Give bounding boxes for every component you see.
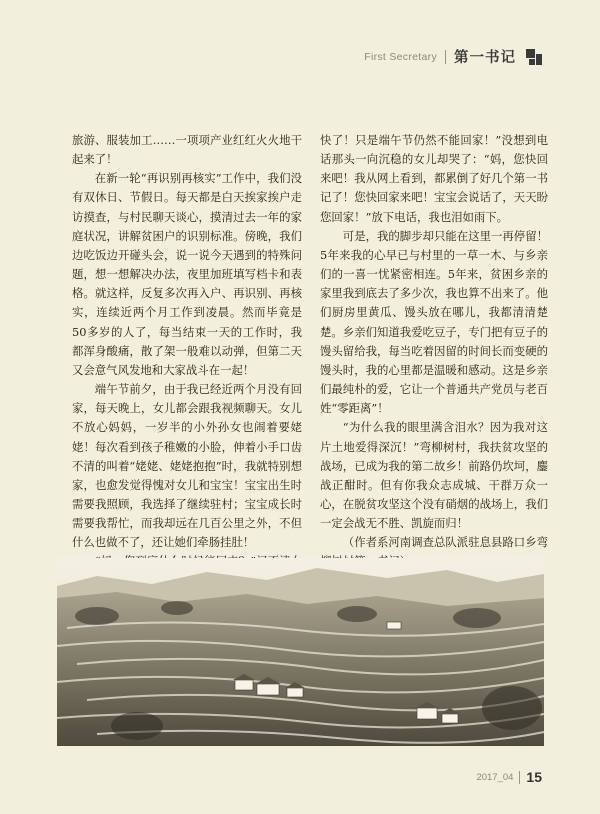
author-note: （作者系河南调查总队派驻息县路口乡弯: [342, 535, 548, 550]
footer-divider: [519, 771, 520, 784]
paragraph: “为什么我的眼里满含泪水？因为我对这片土地爱得深沉！”弯柳树村，我扶贫攻坚的战场，已成为我的第二故乡！前路仍坎坷，鏖战正酣时。但有你我众志成城、干群万众一心，在脱贫攻坚这个没有硝烟的战场上，我们一定会战无不胜、凯旋而归！: [320, 420, 548, 531]
section-title-en: First Secretary: [364, 50, 437, 63]
paragraph: 在新一轮“再识别再核实”工作中，我们没有双休日、节假日。每天都是白天挨家挨户走访摸查，与村民聊天谈心，摸清过去一年的家庭状况，讲解贫困户的识别标准。傍晚，我们边吃饭边开碰头会，说一说今天遇到的特殊问题，想一想解决办法，夜里加班填写档卡和表格。就这样，反复多次再入户、再识别、再核实，连续近两个月工作到凌晨。然而毕竟是50多岁的人了，每当结束一天的工作时，我都浑身酸痛，散了架一般难以动弹，但第二天又会意气风发地和大家战斗在一起！: [72, 171, 302, 377]
village-landscape-photo: [57, 558, 544, 746]
right-text-column: [320, 131, 548, 572]
issue-number: 2017_04: [476, 771, 514, 783]
page-number: 15: [526, 769, 542, 785]
section-title-cn: 第一书记: [454, 50, 516, 66]
paragraph: 快了！只是端午节仍然不能回家！”没想到电话那头一向沉稳的女儿却哭了：“妈，您快回来吧！我从网上看到，都累倒了好几个第一书记了！您快回家来吧！宝宝会说话了，天天盼您回家！”放下电话，我也泪如雨下。: [320, 133, 548, 224]
running-header: [364, 46, 542, 67]
page-footer: [476, 769, 542, 785]
paragraph: 端午节前夕，由于我已经近两个月没有回家，每天晚上，女儿都会跟我视频聊天。女儿不放心妈妈，一岁半的小外孙女也闹着要姥姥！每次看到孩子稚嫩的小脸，伸着小手口齿不清的叫着“姥姥、姥姥抱抱”时，我就特别想家，也愈发觉得愧对女儿和宝宝！宝宝出生时需要我照顾，我选择了继续驻村；宝宝成长时需要我帮忙，而我却远在几百公里之外，不但什么也做不了，还让她们牵肠挂肚！: [72, 382, 302, 550]
column-logo-icon: [526, 49, 542, 65]
left-text-column: [72, 131, 302, 610]
paragraph: 可是，我的脚步却只能在这里一再停留！5年来我的心早已与村里的一草一木、与乡亲们的一喜一忧紧密相连。5年来，贫困乡亲的家里我到底去了多少次，我也算不出来了。他们厨房里黄瓜、馒头放在哪儿，我都清清楚楚。乡亲们知道我爱吃豆子，专门把有豆子的馒头留给我，每当吃着因留的时间长而变硬的馒头时，我的心里都是温暖和感动。这是乡亲们最纯朴的爱，它让一个普通共产党员与老百姓“零距离”！: [320, 228, 548, 416]
header-divider: [445, 50, 446, 64]
paragraph: 旅游、服装加工……一项项产业红红火火地干起来了！: [72, 133, 302, 167]
